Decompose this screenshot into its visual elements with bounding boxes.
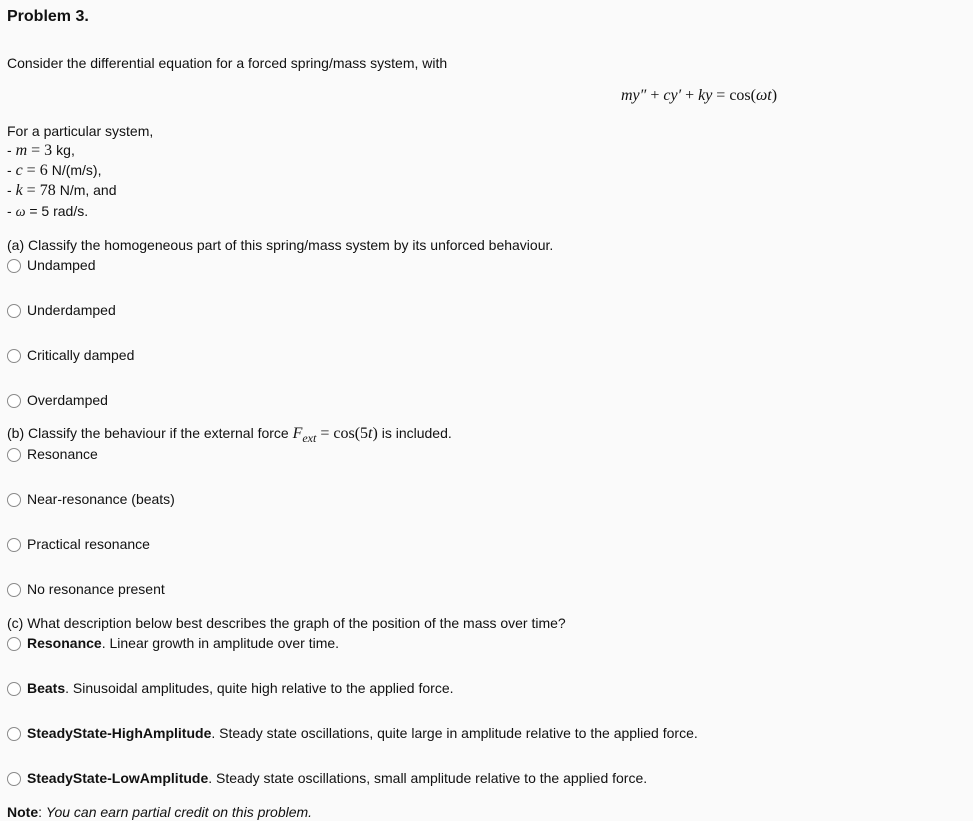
- radio-graph-steadystate-low[interactable]: [7, 772, 21, 786]
- radio-critically-damped[interactable]: [7, 349, 21, 363]
- param-prefix: -: [7, 203, 16, 219]
- radio-near-resonance[interactable]: [7, 493, 21, 507]
- eq-equals: =: [712, 87, 730, 104]
- option-label-graph-beats: [27, 680, 454, 696]
- param-value: = 78: [22, 182, 60, 199]
- option-label-critically-damped: Critically damped: [27, 347, 135, 363]
- radio-undamped[interactable]: [7, 259, 21, 273]
- option-label-undamped: Undamped: [27, 257, 96, 273]
- eq-ky: ky: [698, 87, 713, 104]
- option-rest: . Sinusoidal amplitudes, quite high relative to the applied force.: [65, 680, 454, 696]
- option-label-no-resonance: No resonance present: [27, 581, 165, 597]
- param-value: = 5: [25, 203, 54, 219]
- radio-graph-resonance[interactable]: [7, 637, 21, 651]
- eq-cy: cy′: [663, 87, 682, 104]
- option-bold: Resonance: [27, 635, 102, 651]
- param-symbol: ω: [15, 205, 26, 220]
- force-symbol: F: [292, 425, 303, 442]
- option-bold: SteadyState-LowAmplitude: [27, 770, 209, 786]
- param-symbol: m: [15, 142, 28, 159]
- param-k: [7, 182, 117, 200]
- note-text: You can earn partial credit on this problem.: [45, 804, 313, 820]
- part-b-question-pre: (b) Classify the behaviour if the external force: [7, 425, 293, 441]
- option-label-underdamped: Underdamped: [27, 302, 116, 318]
- param-unit: N/(m/s),: [51, 162, 102, 178]
- part-a-question: (a) Classify the homogeneous part of this spring/mass system by its unforced behaviour.: [7, 237, 554, 253]
- option-label-overdamped: Overdamped: [27, 392, 108, 408]
- problem-title: Problem 3.: [7, 8, 89, 25]
- option-rest: . Steady state oscillations, small amplitude relative to the applied force.: [208, 770, 648, 786]
- radio-graph-steadystate-high[interactable]: [7, 727, 21, 741]
- param-symbol: c: [15, 162, 23, 179]
- option-rest: . Steady state oscillations, quite large in amplitude relative to the applied force.: [211, 725, 698, 741]
- intro-text: Consider the differential equation for a forced spring/mass system, with: [7, 55, 448, 71]
- part-b-question-post: is included.: [377, 425, 452, 441]
- radio-resonance[interactable]: [7, 448, 21, 462]
- note-label: Note: [7, 804, 39, 820]
- force-rhs: = cos(5: [316, 425, 369, 442]
- force-close: ): [372, 425, 378, 442]
- note: [7, 804, 312, 820]
- differential-equation: [621, 87, 777, 105]
- eq-omega-t: ωt: [755, 87, 772, 104]
- param-unit: kg,: [56, 142, 75, 158]
- option-bold: Beats: [27, 680, 66, 696]
- radio-overdamped[interactable]: [7, 394, 21, 408]
- part-b-question: [7, 425, 452, 443]
- note-colon: :: [38, 804, 46, 820]
- system-intro: For a particular system,: [7, 123, 154, 139]
- param-c: [7, 162, 101, 180]
- option-label-graph-steadystate-high: [27, 725, 698, 741]
- param-prefix: -: [7, 182, 16, 198]
- radio-graph-beats[interactable]: [7, 682, 21, 696]
- radio-no-resonance[interactable]: [7, 583, 21, 597]
- eq-plus-1: +: [646, 87, 664, 104]
- param-omega: [7, 203, 88, 221]
- eq-my: my″: [621, 87, 647, 104]
- option-label-near-resonance: Near-resonance (beats): [27, 491, 175, 507]
- force-t: t: [368, 425, 373, 442]
- param-value: = 3: [27, 142, 57, 159]
- radio-practical-resonance[interactable]: [7, 538, 21, 552]
- param-unit: rad/s.: [53, 203, 89, 219]
- eq-plus-2: +: [681, 87, 699, 104]
- option-label-graph-resonance: [27, 635, 339, 651]
- radio-underdamped[interactable]: [7, 304, 21, 318]
- eq-close: ): [771, 87, 778, 104]
- option-rest: . Linear growth in amplitude over time.: [101, 635, 340, 651]
- eq-cos: cos(: [729, 87, 756, 104]
- param-prefix: -: [7, 142, 16, 158]
- param-value: = 6: [22, 162, 52, 179]
- param-m: [7, 142, 75, 160]
- param-unit: N/m, and: [59, 182, 117, 198]
- param-symbol: k: [15, 182, 23, 199]
- force-subscript: ext: [302, 431, 317, 445]
- option-label-resonance: Resonance: [27, 446, 98, 462]
- param-prefix: -: [7, 162, 16, 178]
- part-c-question: (c) What description below best describes the graph of the position of the mass over time?: [7, 615, 566, 631]
- option-label-practical-resonance: Practical resonance: [27, 536, 150, 552]
- option-label-graph-steadystate-low: [27, 770, 647, 786]
- option-bold: SteadyState-HighAmplitude: [27, 725, 212, 741]
